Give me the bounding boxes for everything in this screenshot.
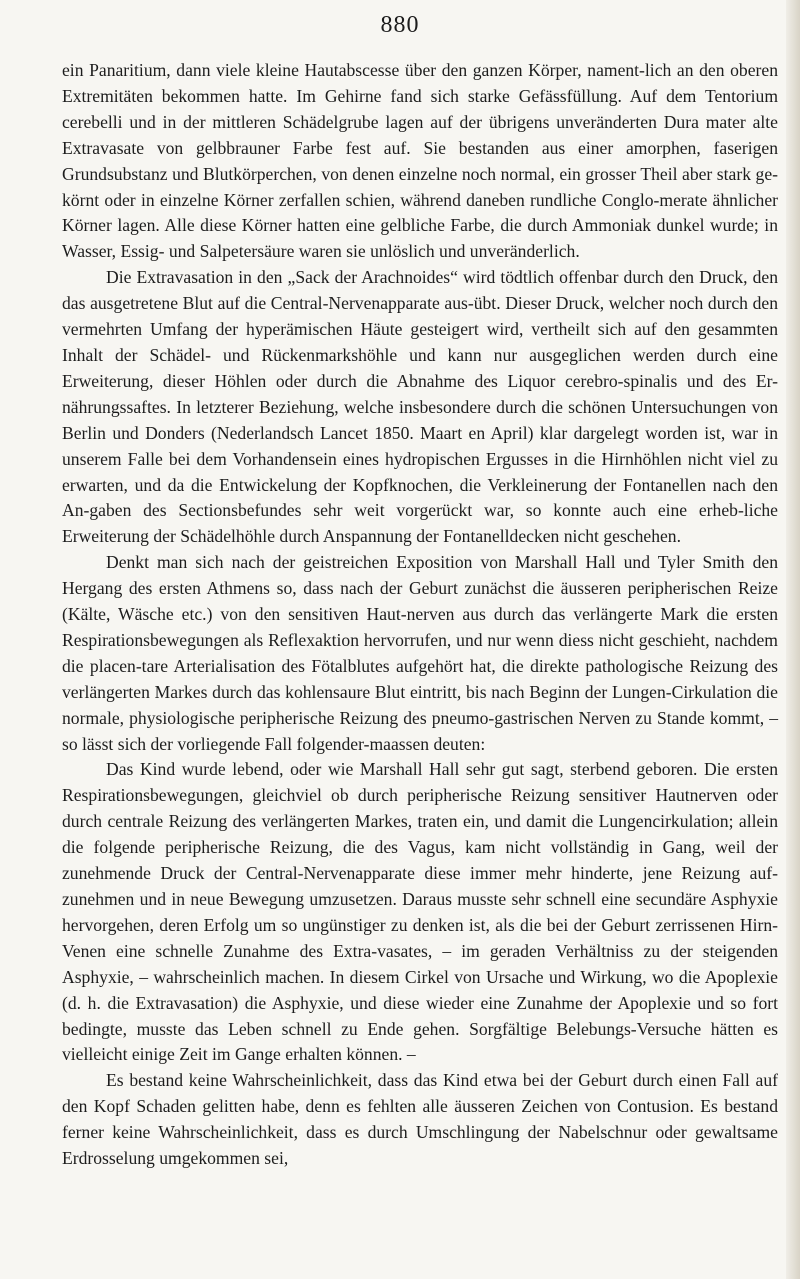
paragraph-1: ein Panaritium, dann viele kleine Hautabscesse über den ganzen Körper, nament-lich an den oberen Extremitäten bekommen hatte. Im Gehirne fand sich starke Gefässfüllung. Auf dem Tentorium cerebelli und in der mittleren Schädelgrube lagen auf der übrigens unveränderten Dura mater alte Extravasate von gelbbrauner Farbe fest auf. Sie bestanden aus einer amorphen, faserigen Grundsubstanz und Blutkörperchen, von denen einzelne noch normal, ein grosser Theil aber stark ge-körnt oder in einzelne Körner zerfallen schien, während daneben rundliche Conglo-merate ähnlicher Körner lagen. Alle diese Körner hatten eine gelbliche Farbe, die durch Ammoniak dunkel wurde; in Wasser, Essig- und Salpetersäure waren sie unlöslich und unveränderlich. <box>62 60 778 262</box>
body-text <box>62 58 778 1172</box>
paragraph-2: Die Extravasation in den „Sack der Arachnoides“ wird tödtlich offenbar durch den Druck, den das ausgetretene Blut auf die Central-Nervenapparate aus-übt. Dieser Druck, welcher noch durch den vermehrten Umfang der hyperämischen Häute gesteigert wird, vertheilt sich auf den gesammten Inhalt der Schädel- und Rückenmarkshöhle und kann nur ausgeglichen werden durch eine Erweiterung, dieser Höhlen oder durch die Abnahme des Liquor cerebro-spinalis und des Er-nährungssaftes. In letzterer Beziehung, welche insbesondere durch die schönen Untersuchungen von Berlin und Donders (Nederlandsch Lancet 1850. Maart en April) klar dargelegt worden ist, war in unserem Falle bei dem Vorhandensein eines hydropischen Ergusses in die Hirnhöhlen nicht viel zu erwarten, und da die Entwickelung der Kopfknochen, die Verkleinerung der Fontanellen nach den An-gaben des Sectionsbefundes sehr weit vorgerückt war, so konnte auch eine erheb-liche Erweiterung der Schädelhöhle durch Anspannung der Fontanelldecken nicht geschehen. <box>62 267 778 547</box>
paragraph-4: Das Kind wurde lebend, oder wie Marshall Hall sehr gut sagt, sterbend geboren. Die ersten Respirationsbewegungen, gleichviel ob durch peripherische Reizung sensitiver Hautnerven oder durch centrale Reizung des verlängerten Markes, traten ein, und damit die Lungencirkulation; allein die folgende peripherische Reizung, die des Vagus, kam nicht vollständig in Gang, weil der zunehmende Druck der Central-Nervenapparate diese immer mehr hinderte, jene Reizung auf-zunehmen und in neue Bewegung umzusetzen. Daraus musste sehr schnell eine secundäre Asphyxie hervorgehen, deren Erfolg um so ungünstiger zu denken ist, als die bei der Geburt zerrissenen Hirn-Venen eine schnelle Zunahme des Extra-vasates, – im geraden Verhältniss zu der steigenden Asphyxie, – wahrscheinlich machen. In diesem Cirkel von Ursache und Wirkung, wo die Apoplexie (d. h. die Extravasation) die Asphyxie, und diese wieder eine Zunahme der Apoplexie und so fort bedingte, musste das Leben schnell zu Ende gehen. Sorgfältige Belebungs-Versuche hätten es vielleicht einige Zeit im Gange erhalten können. – <box>62 759 778 1065</box>
page-edge-shadow <box>786 0 800 1279</box>
paragraph-3: Denkt man sich nach der geistreichen Exposition von Marshall Hall und Tyler Smith den Hergang des ersten Athmens so, dass nach der Geburt zunächst die äusseren peripherischen Reize (Kälte, Wäsche etc.) von den sensitiven Haut-nerven aus durch das verlängerte Mark die ersten Respirationsbewegungen als Reflexaktion hervorrufen, und nur wenn diess nicht geschieht, nachdem die placen-tare Arterialisation des Fötalblutes aufgehört hat, die direkte pathologische Reizung des verlängerten Markes durch das kohlensaure Blut eintritt, bis nach Beginn der Lungen-Cirkulation die normale, physiologische peripherische Reizung des pneumo-gastrischen Nerven zu Stande kommt, – so lässt sich der vorliegende Fall folgender-maassen deuten: <box>62 552 778 754</box>
paragraph-5: Es bestand keine Wahrscheinlichkeit, dass das Kind etwa bei der Geburt durch einen Fall auf den Kopf Schaden gelitten habe, denn es fehlten alle äusseren Zeichen von Contusion. Es bestand ferner keine Wahrscheinlichkeit, dass es durch Umschlingung der Nabelschnur oder gewaltsame Erdrosselung umgekommen sei, <box>62 1070 778 1169</box>
page-number: 880 <box>380 12 420 38</box>
